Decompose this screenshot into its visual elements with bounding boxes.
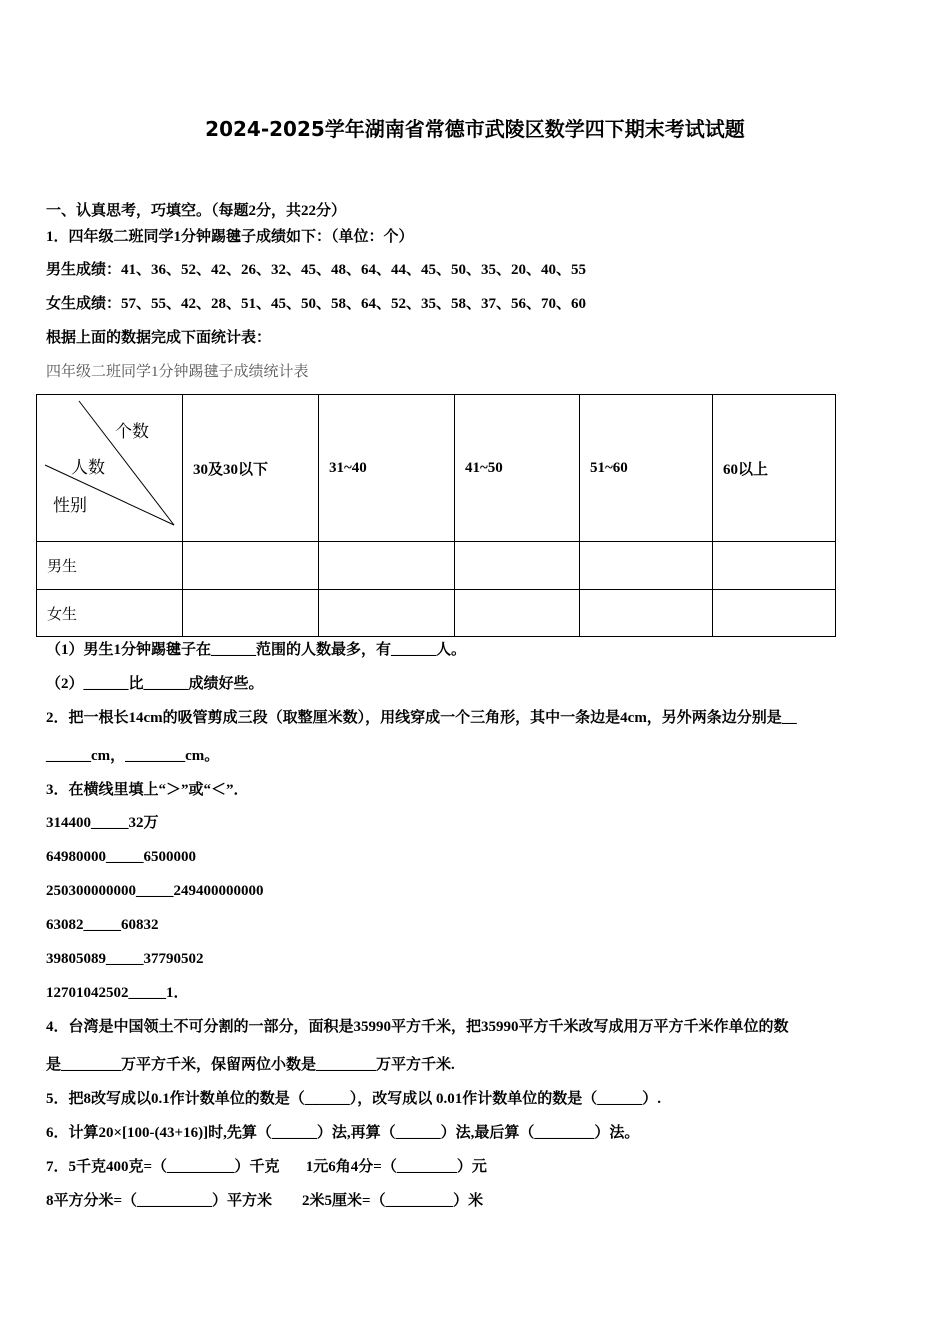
q2-line1: 2．把一根长14cm的吸管剪成三段（取整厘米数），用线穿成一个三角形，其中一条边是4cm，另外两条边分别是__ <box>46 710 797 726</box>
table-header: 51~60 <box>580 395 713 542</box>
table-cell[interactable] <box>455 542 580 590</box>
stats-table <box>36 394 836 637</box>
q3-item: 250300000000_____249400000000 <box>46 883 264 899</box>
table-cell[interactable] <box>455 590 580 637</box>
table-cell[interactable] <box>319 590 455 637</box>
q4-line2: 是________万平方千米，保留两位小数是________万平方千米. <box>46 1057 455 1073</box>
table-cell[interactable] <box>580 590 713 637</box>
table-row <box>37 542 836 590</box>
q1-girls-scores: 女生成绩：57、55、42、28、51、45、50、58、64、52、35、58、37、56、70、60 <box>46 296 587 312</box>
q1-instruction: 根据上面的数据完成下面统计表： <box>46 330 272 346</box>
q3-item: 314400_____32万 <box>46 815 159 831</box>
q2-line2: ______cm，________cm。 <box>46 748 220 764</box>
q5: 5．把8改写成以0.1作计数单位的数是（______），改写成以 0.01作计数单位的数是（______）. <box>46 1091 662 1107</box>
q1-boys-scores: 男生成绩：41、36、52、42、26、32、45、48、64、44、45、50、35、20、40、55 <box>46 262 587 278</box>
q4-line1: 4．台湾是中国领土不可分割的一部分，面积是35990平方千米，把35990平方千米改写成用万平方千米作单位的数 <box>46 1019 789 1035</box>
diagonal-lines <box>37 395 182 541</box>
table-row <box>37 590 836 637</box>
table-cell[interactable] <box>183 590 319 637</box>
table-corner-cell <box>37 395 183 542</box>
q1-stem: 1．四年级二班同学1分钟踢毽子成绩如下：（单位：个） <box>46 229 414 245</box>
q3-item: 64980000_____6500000 <box>46 849 196 865</box>
table-cell[interactable] <box>183 542 319 590</box>
corner-label-people: 人数 <box>71 458 105 477</box>
q3-item: 63082_____60832 <box>46 917 159 933</box>
table-header: 41~50 <box>455 395 580 542</box>
table-cell[interactable] <box>713 542 836 590</box>
page-title: 2024-2025学年湖南省常德市武陵区数学四下期末考试试题 <box>205 117 745 141</box>
table-header: 60以上 <box>713 395 836 542</box>
row-label-girls: 女生 <box>37 590 183 637</box>
q3-stem: 3．在横线里填上“＞”或“＜”． <box>46 782 249 798</box>
table-cell[interactable] <box>319 542 455 590</box>
table-caption: 四年级二班同学1分钟踢毽子成绩统计表 <box>46 364 309 380</box>
corner-label-gender: 性别 <box>53 496 87 515</box>
q7-line2: 8平方分米=（__________）平方米 2米5厘米=（_________）米 <box>46 1193 484 1209</box>
table-header: 31~40 <box>319 395 455 542</box>
table-cell[interactable] <box>580 542 713 590</box>
section-heading: 一、认真思考，巧填空。（每题2分，共22分） <box>46 203 347 219</box>
q1-sub2: （2）______比______成绩好些。 <box>46 676 264 692</box>
table-cell[interactable] <box>713 590 836 637</box>
q1-sub1: （1）男生1分钟踢毽子在______范围的人数最多，有______人。 <box>46 642 467 658</box>
row-label-boys: 男生 <box>37 542 183 590</box>
table-header: 30及30以下 <box>183 395 319 542</box>
q6: 6．计算20×[100-(43+16)]时,先算（______）法,再算（______）法,最后算（________）法。 <box>46 1125 640 1141</box>
corner-label-count: 个数 <box>115 422 149 441</box>
q3-item: 12701042502_____1． <box>46 985 189 1001</box>
q3-item: 39805089_____37790502 <box>46 951 204 967</box>
q7-line1: 7．5千克400克=（_________）千克 1元6角4分=（________）元 <box>46 1159 487 1175</box>
